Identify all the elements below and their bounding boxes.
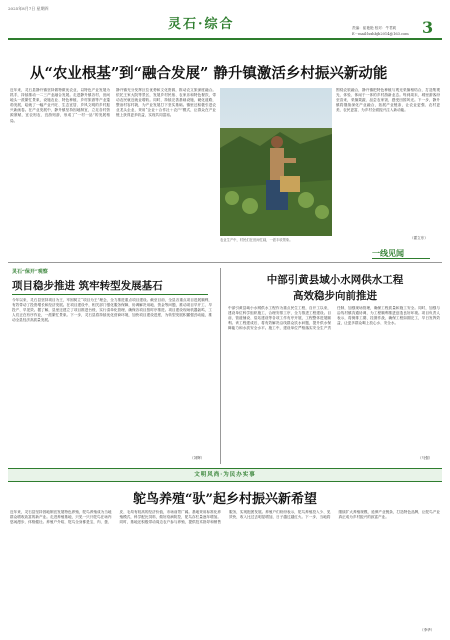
water-byline: （马强） [418, 456, 433, 460]
banner-underline [372, 258, 430, 259]
project-kicker: 灵石“保开”观察 [12, 269, 48, 275]
project-body: 今年以来，灵石县坚持项目为王，牢固树立“项目为王”理念，全力推进重点项目建设。截至目前，全县各重点项目进展顺利，有效带动了投资增长和经济发展。在项目建设中，相关部门强化服务保障，协调解决用地、资金等问题，推动项目早开工、早投产、早见效。据了解，县里还建立了项目推进台账，实行清单化管理，确保各项目按时序推进。项目建设现场机器轰鸣，工人们正在有序作业，一派繁忙景象。下一步，灵石县将持续优化营商环境，加快项目建设进度，为转型发展积蓄强劲动能，推动全县经济高质量发展。 [12, 298, 212, 323]
project-byline: （刘辉） [190, 456, 205, 460]
lead-photo [220, 88, 332, 236]
lead-column-4: 围绕农旅融合，静升镇把特色种植与观光采摘相结合，打造集观光、体验、休闲于一体的乡村游新业态。每到周末，城里游客纷至沓来，采摘果蔬、品尝农家饭，感受田园风光。下一步，静升镇将继续深化产业融合，拓展产业链条，让农业更强、农村更美、农民更富，为乡村全面振兴注入新动能。 [336, 88, 440, 113]
promo-strip [8, 468, 442, 482]
date-line: 2025年8月7日 星期四 [8, 6, 49, 11]
email-line: E－mail:lsxhbjb2014@163.com [352, 32, 409, 36]
project-headline: 项目稳步推进 筑牢转型发展基石 [12, 280, 163, 292]
lead-photo-caption: 农业生产中，村民们在田间忙碌，一派丰收景象。 [220, 238, 293, 242]
section-divider [8, 262, 442, 263]
bottom-byline: （李华） [420, 628, 435, 632]
lead-column-1: 近年来，灵石县静升镇坚持做特做优农业，以特色产业发展为抓手，持续推动一二三产业融合发展。走进静升镇各村，田间地头一派繁忙景象，设施农业、特色种植、乡村旅游等产业蓬勃发展，绘就了一幅产业兴旺、生态宜居、乡风文明的乡村振兴新画卷。在产业发展中，静升镇坚持因地制宜，立足各村资源禀赋，宜农则农、宜游则游，形成了“一村一品”的发展格局。 [10, 88, 110, 123]
page-number: 3 [422, 18, 434, 37]
column-divider [220, 268, 221, 464]
bottom-body: 近年来，灵石县坚持因地制宜发展特色养殖，鸵鸟养殖成为当地群众增收致富的新产业。走进养殖基地，只见一只只鸵鸟在场内悠闲漫步，体格健壮。养殖户介绍，鸵鸟全身都是宝，肉、蛋、皮、毛均有较高的经济价值，市场前景广阔。基地采用标准化养殖模式，科学配比饲料，做好疫病防控，鸵鸟存栏量逐年增加。同时，基地还积极带动周边农户参与养殖，提供技术指导和销售服务，实现抱团发展。养殖户们纷纷表示，鸵鸟养殖投入少、见效快，收入比过去明显增加，日子越过越红火。下一步，当地将继续扩大养殖规模，延伸产业链条，打造特色品牌，让鸵鸟产业真正成为乡村振兴的致富产业。 [10, 510, 440, 525]
section-title: 灵石·综合 [168, 17, 235, 32]
report-banner: 一线见闻 [372, 248, 404, 258]
project-rule [12, 294, 208, 295]
water-headline-2: 高效稳步向前推进 [293, 290, 377, 302]
bottom-headline: 鸵鸟养殖“驮”起乡村振兴新希望 [133, 492, 317, 507]
promo-text: 文明风尚·为民办实事 [194, 472, 256, 478]
lead-headline: 从“农业根基”到“融合发展” 静升镇激活乡村振兴新动能 [30, 65, 388, 82]
water-headline-1: 中部引黄县域小水网供水工程 [266, 274, 404, 286]
masthead-rule [8, 38, 442, 40]
lead-column-2: 静升镇充分发挥区位优势和文化资源，推动农文旅深度融合。依托王家大院等景区，发展乡村民宿、农家乐和特色餐饮，带动农民就近就业增收。同时，持续完善基础设施，硬化道路，整治村容村貌，为产业发展打下坚实基础。镇里还积极引进农业龙头企业，采用“企业＋合作社＋农户”模式，让群众在产业链上获得更多收益，实现共同富裕。 [116, 88, 216, 118]
lead-byline: （霍立东） [410, 236, 428, 240]
editor-line: 责编：崔艳艳 校对：牛君莉 [352, 26, 397, 30]
water-body: 中部引黄县域小水网供水工程作为重点民生工程，自开工以来，建设单位科学组织施工，合理安排工序，全力推进工程建设。目前，管道铺设、泵站建设等各项工作有序开展，工程整体进展顺利。该工程建成后，将有效解决沿线群众饮水问题，提升供水保障能力和水质安全水平。施工中，建设单位严格落实安全生产责任制，加强现场管理，确保工程质量和施工安全。同时，加强与沿线村镇沟通协调，为工程顺利推进创造良好环境。项目负责人表示，将倒排工期、挂图作战，确保工程如期完工，早日发挥效益，让更多群众喝上放心水、安全水。 [228, 306, 440, 331]
